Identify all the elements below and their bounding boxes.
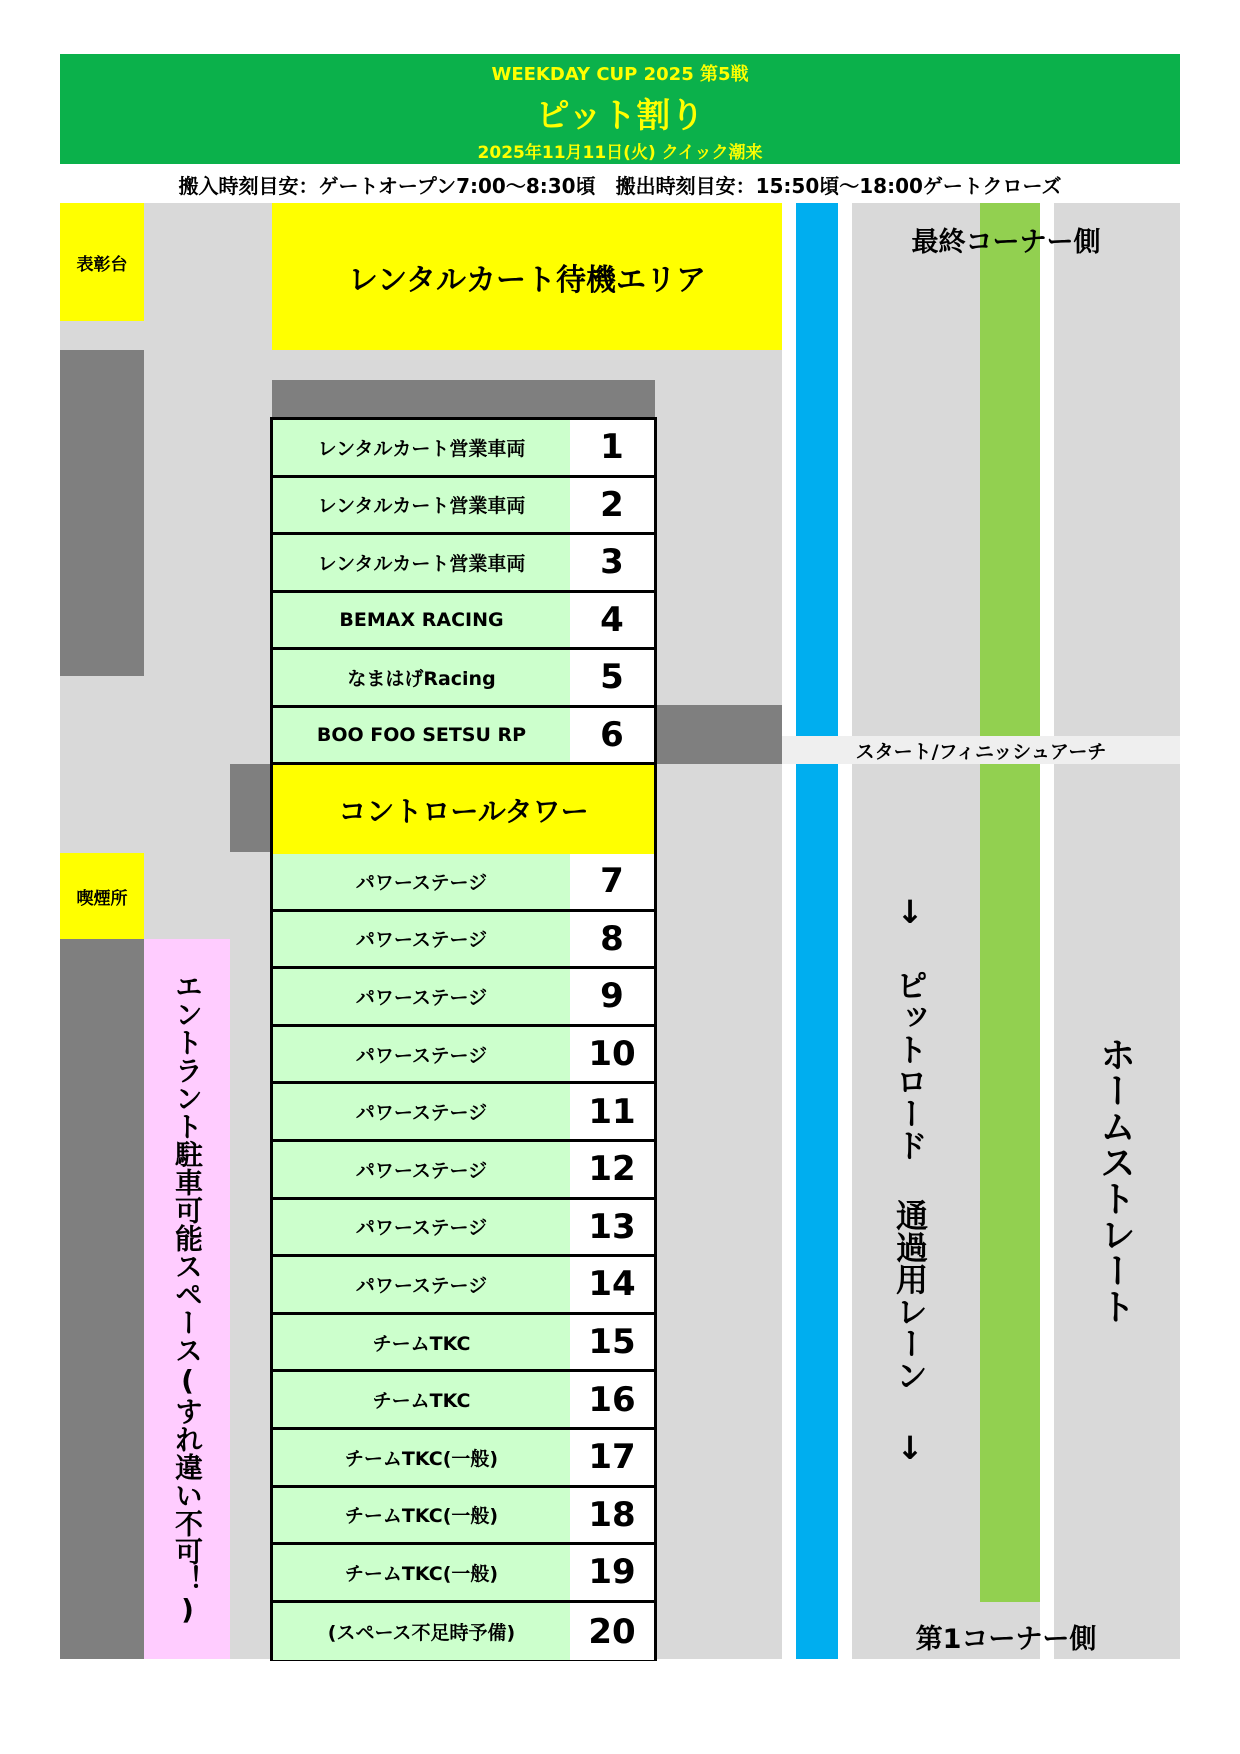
pit-row bbox=[273, 854, 654, 912]
pit-row bbox=[273, 1084, 654, 1142]
left-lower-strip bbox=[60, 939, 144, 1659]
pit-team-name: レンタルカート営業車両 bbox=[273, 535, 570, 590]
first-corner-label: 第1コーナー側 bbox=[915, 1624, 1097, 1655]
pit-team-name: レンタルカート営業車両 bbox=[273, 478, 570, 533]
pit-team-name: パワーステージ bbox=[273, 912, 570, 967]
pit-lane-lower bbox=[796, 764, 838, 1659]
lane-divider-upper bbox=[1040, 203, 1054, 736]
pit-number: 3 bbox=[570, 535, 654, 590]
start-finish-arch bbox=[782, 736, 1180, 764]
pit-team-name: レンタルカート営業車両 bbox=[273, 420, 570, 475]
pit-row bbox=[273, 708, 654, 766]
schedule-text: 搬入時刻目安：ゲートオープン7:00〜8:30頃 搬出時刻目安：15:50頃〜18:00ゲートクローズ bbox=[178, 174, 1062, 198]
pit-row bbox=[273, 1372, 654, 1430]
arch-connector bbox=[655, 705, 782, 764]
pit-row bbox=[273, 650, 654, 708]
pit-team-name: BEMAX RACING bbox=[273, 593, 570, 648]
pit-road-label: ↓ ピットロード 通過用レーン ↓ bbox=[891, 893, 929, 1467]
pit-row bbox=[273, 1142, 654, 1200]
pit-number: 10 bbox=[570, 1027, 654, 1082]
event-date: 2025年11月11日(火) クイック潮来 bbox=[477, 143, 763, 163]
pit-number: 1 bbox=[570, 420, 654, 475]
pit-number: 12 bbox=[570, 1142, 654, 1197]
pit-team-name: パワーステージ bbox=[273, 1142, 570, 1197]
pit-number: 14 bbox=[570, 1257, 654, 1312]
pit-team-name: チームTKC bbox=[273, 1315, 570, 1370]
pit-row bbox=[273, 1603, 654, 1661]
pit-row bbox=[273, 1488, 654, 1546]
final-corner-label: 最終コーナー側 bbox=[911, 227, 1101, 258]
pit-row bbox=[273, 535, 654, 593]
pit-number: 16 bbox=[570, 1372, 654, 1427]
pit-number: 5 bbox=[570, 650, 654, 705]
pit-team-name: チームTKC(一般) bbox=[273, 1545, 570, 1600]
pit-team-name: チームTKC(一般) bbox=[273, 1430, 570, 1485]
pit-table bbox=[270, 417, 657, 1661]
pit-team-name: チームTKC bbox=[273, 1372, 570, 1427]
pit-row bbox=[273, 912, 654, 970]
pit-number: 6 bbox=[570, 708, 654, 763]
entrant-parking-area: エントラント駐車可能スペース(すれ違い不可！) bbox=[144, 939, 230, 1659]
pit-team-name: チームTKC(一般) bbox=[273, 1488, 570, 1543]
left-building bbox=[60, 350, 144, 676]
pit-number: 8 bbox=[570, 912, 654, 967]
pit-row bbox=[273, 1545, 654, 1603]
page-title: ピット割り bbox=[535, 96, 705, 136]
pit-number: 15 bbox=[570, 1315, 654, 1370]
pit-team-name: なまはげRacing bbox=[273, 650, 570, 705]
rental-wait-area: レンタルカート待機エリア bbox=[272, 203, 782, 350]
pit-team-name: パワーステージ bbox=[273, 1257, 570, 1312]
pit-row bbox=[273, 969, 654, 1027]
pit-team-name: パワーステージ bbox=[273, 1200, 570, 1255]
pit-row bbox=[273, 1200, 654, 1258]
pit-team-name: パワーステージ bbox=[273, 1027, 570, 1082]
header-banner bbox=[60, 54, 1180, 164]
pit-row bbox=[273, 1315, 654, 1373]
pit-lane-upper bbox=[796, 203, 838, 736]
pit-number: 20 bbox=[570, 1603, 654, 1661]
pit-number: 7 bbox=[570, 854, 654, 909]
pit-roof-bar bbox=[272, 380, 655, 417]
pit-number: 18 bbox=[570, 1488, 654, 1543]
pit-team-name: パワーステージ bbox=[273, 1084, 570, 1139]
pit-row bbox=[273, 1027, 654, 1085]
track-green-lower bbox=[980, 764, 1040, 1602]
pit-number: 11 bbox=[570, 1084, 654, 1139]
event-subtitle: WEEKDAY CUP 2025 第5戦 bbox=[491, 64, 749, 85]
pit-team-name: (スペース不足時予備) bbox=[273, 1603, 570, 1661]
lane-divider-lower bbox=[1040, 764, 1054, 1659]
pit-number: 9 bbox=[570, 969, 654, 1024]
pit-number: 13 bbox=[570, 1200, 654, 1255]
start-finish-label: スタート/フィニッシュアーチ bbox=[855, 740, 1107, 763]
pit-row bbox=[273, 1257, 654, 1315]
pit-number: 19 bbox=[570, 1545, 654, 1600]
control-tower: コントロールタワー bbox=[273, 765, 654, 857]
pit-row bbox=[273, 1430, 654, 1488]
pit-number: 4 bbox=[570, 593, 654, 648]
smoking-area: 喫煙所 bbox=[60, 853, 144, 939]
home-straight-label: ホームストレート bbox=[1094, 1036, 1136, 1324]
pit-number: 2 bbox=[570, 478, 654, 533]
pit-row bbox=[273, 478, 654, 536]
pit-number: 17 bbox=[570, 1430, 654, 1485]
pit-team-name: パワーステージ bbox=[273, 969, 570, 1024]
pit-row bbox=[273, 593, 654, 651]
pit-team-name: パワーステージ bbox=[273, 854, 570, 909]
podium-area: 表彰台 bbox=[60, 203, 144, 321]
pit-team-name: BOO FOO SETSU RP bbox=[273, 708, 570, 763]
track-green-upper bbox=[980, 203, 1040, 736]
pit-row bbox=[273, 420, 654, 478]
tower-annex bbox=[230, 764, 272, 852]
